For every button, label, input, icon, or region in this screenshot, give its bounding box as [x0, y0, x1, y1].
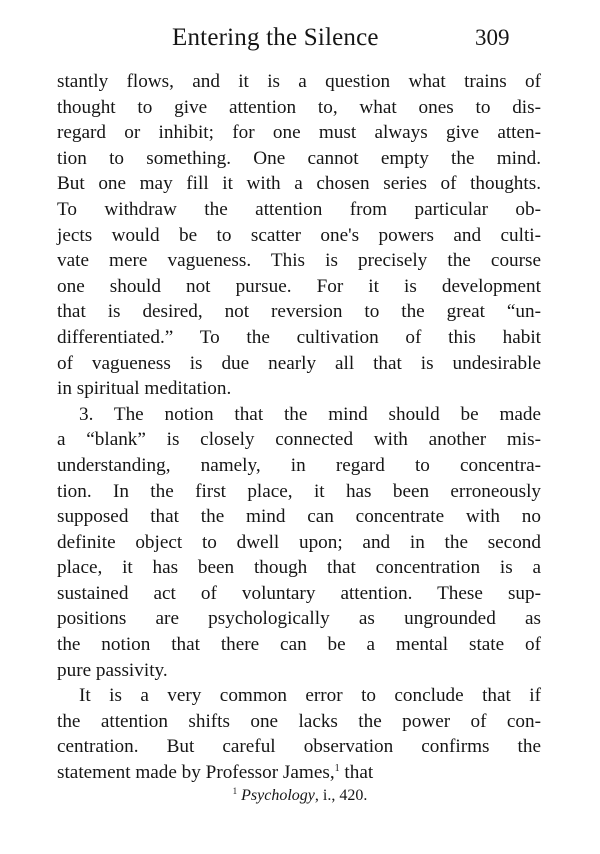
text-line: thought to give attention to, what ones to dis- [57, 96, 541, 118]
text-line: the notion that there can be a mental state of [57, 634, 541, 656]
text-line: supposed that the mind can concentrate with no [57, 506, 541, 528]
footnote [0, 787, 600, 805]
text-line: of vagueness is due nearly all that is undesirable [57, 352, 541, 374]
text-line: one should not pursue. For it is development [57, 275, 541, 297]
footnote-title: Psychology [241, 787, 315, 804]
text-line: vate mere vagueness. This is precisely the course [57, 250, 541, 272]
text-line: a “blank” is closely connected with another mis- [57, 429, 541, 451]
text-line: positions are psychologically as ungrounded as [57, 608, 541, 630]
text-line: tion to something. One cannot empty the mind. [57, 147, 541, 169]
text-line: 3. The notion that the mind should be made [79, 403, 541, 425]
text-line: pure passivity. [57, 659, 168, 681]
footnote-marker: 1 [232, 786, 238, 796]
text-line: in spiritual meditation. [57, 378, 232, 400]
text-segment: statement made by Professor James, [57, 762, 335, 784]
text-line: sustained act of voluntary attention. These sup- [57, 582, 541, 604]
text-line: place, it has been though that concentration is a [57, 557, 541, 579]
text-line: But one may fill it with a chosen series of thoughts. [57, 173, 541, 195]
footnote-reference: , i., 420. [314, 787, 368, 804]
body-text [57, 69, 541, 786]
text-line: regard or inhibit; for one must always give atten- [57, 122, 541, 144]
text-segment: that [339, 762, 374, 784]
text-line: stantly flows, and it is a question what trains of [57, 71, 541, 92]
text-line: To withdraw the attention from particular ob- [57, 198, 541, 220]
text-line: centration. But careful observation confirms the [57, 736, 541, 758]
text-line: understanding, namely, in regard to concentra- [57, 454, 541, 476]
footnote-reference-marker: 1 [334, 763, 340, 775]
running-title: Entering the Silence [172, 24, 379, 51]
text-line [57, 760, 541, 786]
page-header [0, 24, 600, 56]
text-line: jects would be to scatter one's powers and culti- [57, 224, 541, 246]
text-line: that is desired, not reversion to the great “un- [57, 301, 541, 323]
page-number: 309 [475, 25, 510, 50]
text-line: differentiated.” To the cultivation of this habit [57, 326, 541, 348]
text-line: definite object to dwell upon; and in the second [57, 531, 541, 553]
text-line: It is a very common error to conclude that if [79, 685, 541, 707]
text-line: tion. In the first place, it has been erroneously [57, 480, 541, 502]
text-line: the attention shifts one lacks the power of con- [57, 710, 541, 732]
